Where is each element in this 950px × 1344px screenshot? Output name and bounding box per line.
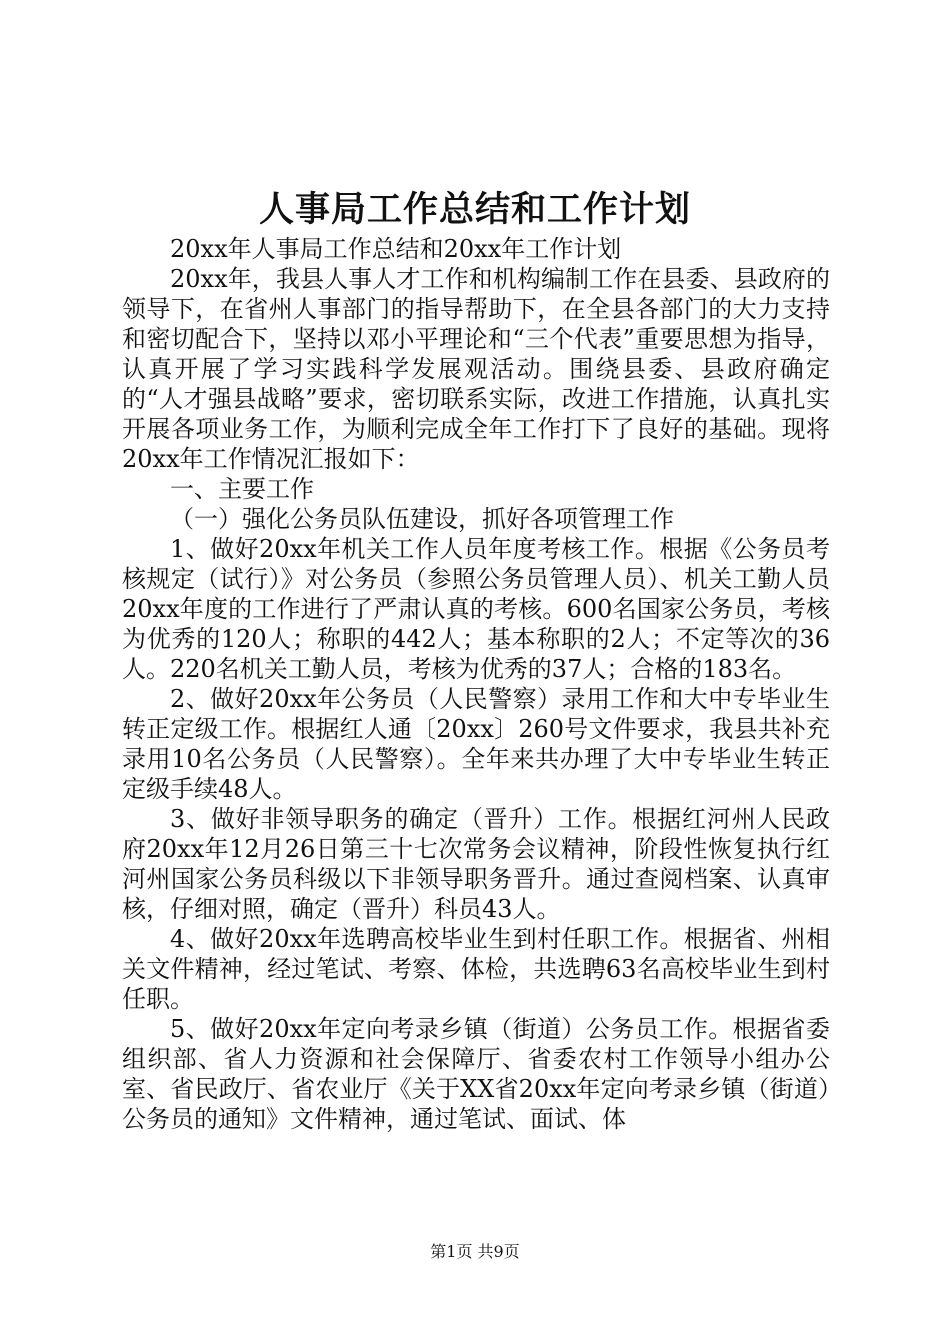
paragraph-item-1: 1、做好20xx年机关工作人员年度考核工作。根据《公务员考核规定（试行）》对公务员（参照公务员管理人员）、机关工勤人员20xx年度的工作进行了严肃认真的考核。600名国家公务员，考核为优秀的120人；称职的442人；基本称职的2人；不定等次的36人。220名机关工勤人员，考核为优秀的37人；合格的183名。	[122, 535, 830, 683]
document-body	[122, 234, 830, 1134]
paragraph-item-3: 3、做好非领导职务的确定（晋升）工作。根据红河州人民政府20xx年12月26日第三十七次常务会议精神，阶段性恢复执行红河州国家公务员科级以下非领导职务晋升。通过查阅档案、认真审核，仔细对照，确定（晋升）科员43人。	[122, 805, 830, 923]
paragraph-subtitle: 20xx年人事局工作总结和20xx年工作计划	[170, 235, 622, 263]
paragraph-item-4: 4、做好20xx年选聘高校毕业生到村任职工作。根据省、州相关文件精神，经过笔试、考察、体检，共选聘63名高校毕业生到村任职。	[122, 925, 830, 1013]
paragraph-item-2: 2、做好20xx年公务员（人民警察）录用工作和大中专毕业生转正定级工作。根据红人通〔20xx〕260号文件要求，我县共补充录用10名公务员（人民警察）。全年来共办理了大中专毕业生转正定级手续48人。	[122, 685, 830, 803]
paragraph-intro: 20xx年，我县人事人才工作和机构编制工作在县委、县政府的领导下，在省州人事部门的指导帮助下，在全县各部门的大力支持和密切配合下，坚持以邓小平理论和“三个代表”重要思想为指导，认真开展了学习实践科学发展观活动。围绕县委、县政府确定的“人才强县战略”要求，密切联系实际，改进工作措施，认真扎实开展各项业务工作，为顺利完成全年工作打下了良好的基础。现将20xx年工作情况汇报如下：	[122, 265, 830, 473]
document-title: 人事局工作总结和工作计划	[258, 189, 691, 230]
page-footer: 第1页 共9页	[430, 1242, 520, 1261]
paragraph-item-5: 5、做好20xx年定向考录乡镇（街道）公务员工作。根据省委组织部、省人力资源和社会保障厅、省委农村工作领导小组办公室、省民政厅、省农业厅《关于XX省20xx年定向考录乡镇（街道）公务员的通知》文件精神，通过笔试、面试、体	[122, 1015, 830, 1133]
section-heading-main-work: 一、主要工作	[170, 475, 314, 503]
subsection-heading-civil-servants: （一）强化公务员队伍建设，抓好各项管理工作	[170, 505, 674, 533]
